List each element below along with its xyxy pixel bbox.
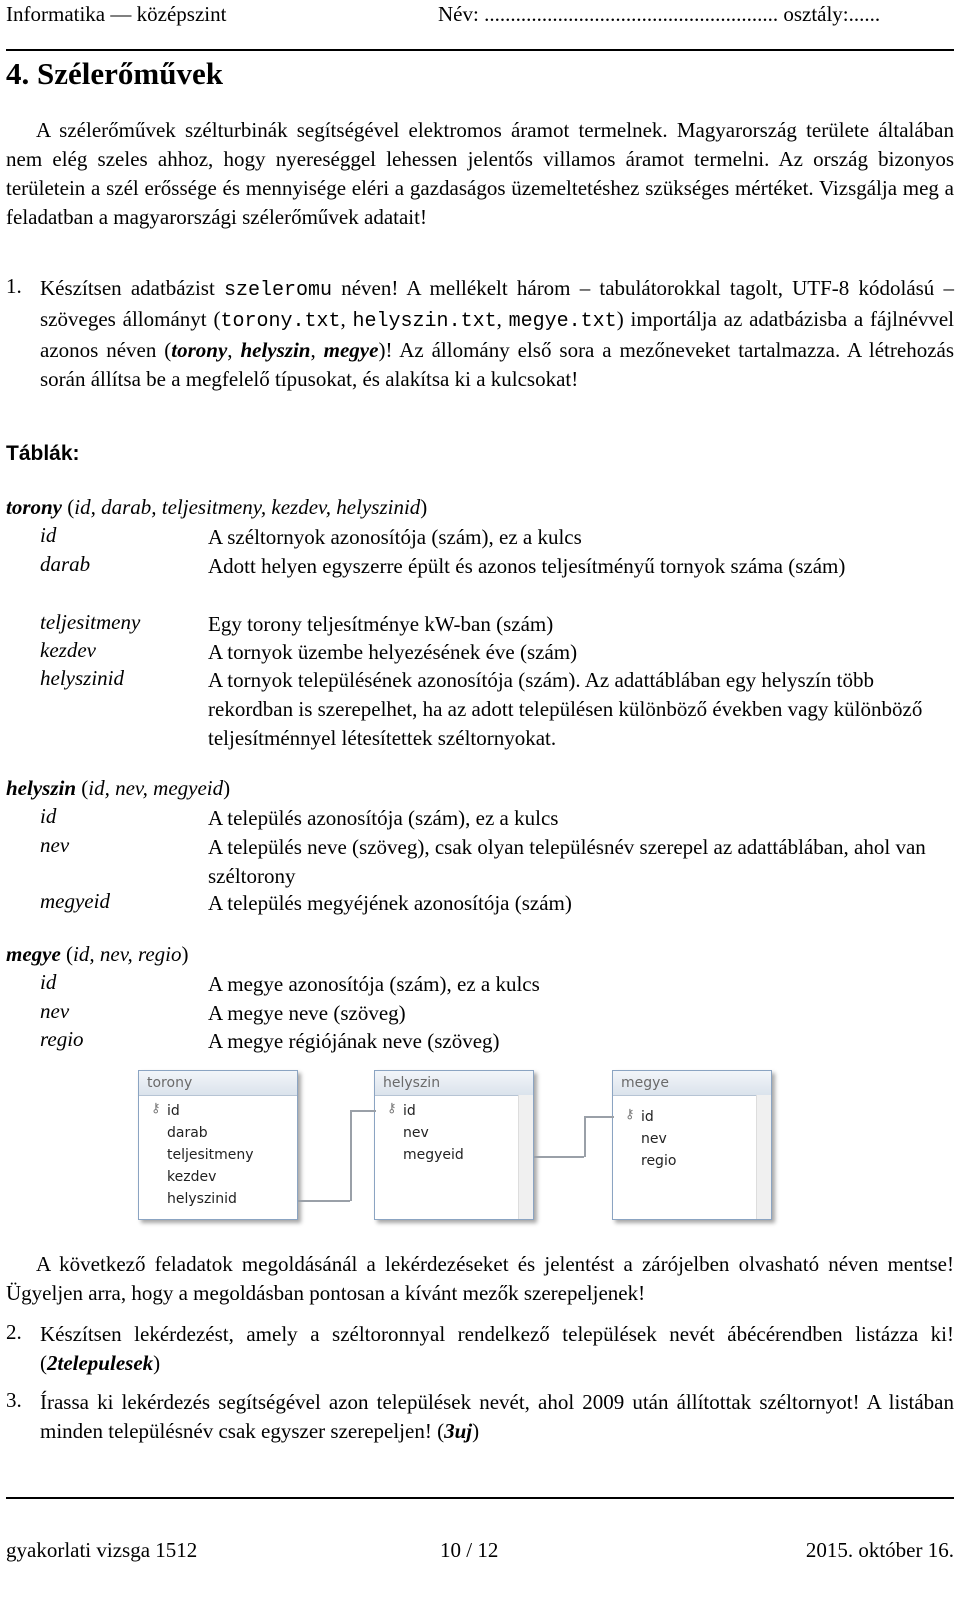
table-megye-ref: megye: [323, 338, 379, 362]
relation-line: [534, 1156, 584, 1158]
field-desc: A megye azonosítója (szám), ez a kulcs: [208, 972, 540, 996]
diagram-field: megyeid: [403, 1147, 464, 1163]
field-desc: A tornyok üzembe helyezésének éve (szám): [208, 640, 578, 664]
table-torony-header: torony (id, darab, teljesitmeny, kezdev, helyszinid): [6, 495, 428, 519]
instructions-paragraph: A következő feladatok megoldásánál a lekérdezéseket és jelentést a zárójelben olvasható néven mentse! Ügyeljen arra, hogy a megoldásban pontosan a kívánt mezők szerepeljenek!: [6, 1252, 954, 1305]
diagram-field: id: [403, 1103, 416, 1119]
tables-heading: Táblák:: [6, 442, 80, 465]
footer-exam: gyakorlati vizsga 1512: [6, 1538, 198, 1562]
footer-page: 10 / 12: [440, 1538, 499, 1562]
diagram-scrollbar: [518, 1095, 533, 1219]
field-name: id: [40, 523, 57, 547]
table-megye-header: megye (id, nev, regio): [6, 942, 189, 966]
diagram-box-title: torony: [139, 1071, 297, 1096]
field-name: id: [40, 970, 57, 994]
field-name: id: [40, 804, 57, 828]
header-subject: Informatika — középszint: [6, 2, 227, 26]
file-torony: torony.txt: [220, 310, 341, 333]
field-desc: A tornyok településének azonosítója (szám). Az adattáblában egy helyszín több rekordban is szerepelhet, ha az adott településen különböző években vagy különböző teljesítménnyel létesítettek széltornyokat.: [208, 668, 923, 750]
field-name: helyszinid: [40, 666, 124, 690]
table-helyszin-ref: helyszin: [240, 338, 311, 362]
file-helyszin: helyszin.txt: [352, 310, 497, 333]
table-helyszin-header: helyszin (id, nev, megyeid): [6, 776, 231, 800]
field-desc: A település neve (szöveg), csak olyan településnév szerepel az adattáblában, ahol van széltorony: [208, 835, 926, 888]
diagram-field: id: [641, 1109, 654, 1125]
key-icon: ⚷: [387, 1101, 397, 1116]
diagram-field: nev: [641, 1131, 667, 1147]
field-name: teljesitmeny: [40, 610, 141, 634]
page-header: [6, 0, 954, 40]
task3-number: 3.: [6, 1388, 22, 1412]
diagram-box-torony: [138, 1070, 298, 1220]
field-name: megyeid: [40, 889, 110, 913]
diagram-box-helyszin: [374, 1070, 534, 1220]
field-name: kezdev: [40, 638, 96, 662]
diagram-box-megye: [612, 1070, 772, 1220]
diagram-box-title: helyszin: [375, 1071, 533, 1096]
diagram-box-title: megye: [613, 1071, 771, 1096]
task2-text: Készítsen lekérdezést, amely a széltoronnyal rendelkező települések nevét ábécérendben listázza ki! (2telepulesek): [40, 1322, 954, 1375]
diagram-field: nev: [403, 1125, 429, 1141]
task1-number: 1.: [6, 274, 22, 298]
footer-date: 2015. október 16.: [805, 1538, 954, 1562]
page-title: 4. Szélerőművek: [6, 56, 223, 91]
diagram-field: id: [167, 1103, 180, 1119]
relation-line: [350, 1110, 352, 1201]
relationship-diagram: [136, 1068, 826, 1224]
key-icon: ⚷: [151, 1101, 161, 1116]
field-desc: A megye neve (szöveg): [208, 1001, 406, 1025]
footer-rule: [6, 1497, 954, 1499]
query-name: 3uj: [444, 1419, 473, 1443]
field-desc: A megye régiójának neve (szöveg): [208, 1029, 500, 1053]
diagram-field: teljesitmeny: [167, 1147, 254, 1163]
file-megye: megye.txt: [508, 310, 617, 333]
diagram-field: darab: [167, 1125, 208, 1141]
relation-line: [584, 1116, 586, 1157]
field-desc: A település megyéjének azonosítója (szám): [208, 891, 572, 915]
diagram-field: helyszinid: [167, 1191, 237, 1207]
header-name-class: Név: ........................................................ osztály:......: [438, 2, 881, 26]
query-name: 2telepulesek: [47, 1351, 154, 1375]
relation-line: [584, 1116, 614, 1118]
table-torony-ref: torony: [171, 338, 228, 362]
diagram-field: kezdev: [167, 1169, 217, 1185]
field-desc: A település azonosítója (szám), ez a kulcs: [208, 806, 559, 830]
relation-line: [350, 1110, 376, 1112]
task3-text: Írassa ki lekérdezés segítségével azon települések nevét, ahol 2009 után állítottak széltornyot! A listában minden településnév csak egyszer szerepeljen! (3uj): [40, 1390, 954, 1443]
db-name: szeleromu: [223, 279, 333, 302]
key-icon: ⚷: [625, 1107, 635, 1122]
diagram-field: regio: [641, 1153, 677, 1169]
field-name: nev: [40, 833, 70, 857]
field-desc: Adott helyen egyszerre épült és azonos teljesítményű tornyok száma (szám): [208, 554, 846, 578]
intro-paragraph: A szélerőművek szélturbinák segítségével elektromos áramot termelnek. Magyarország területe általában nem elég szeles ahhoz, hogy nyereséggel lehessen jelentős villamos áramot termelni. Az ország bizonyos területein a szél erőssége és mennyisége eléri a gazdaságos üzemeltetéshez szükséges mértéket. Vizsgálja meg a feladatban a magyarországi szélerőművek adatait!: [6, 118, 954, 229]
field-name: nev: [40, 999, 70, 1023]
field-desc: Egy torony teljesítménye kW-ban (szám): [208, 612, 554, 636]
header-rule: [6, 49, 954, 51]
field-name: regio: [40, 1027, 84, 1051]
relation-line: [298, 1200, 350, 1202]
diagram-scrollbar: [756, 1095, 771, 1219]
field-name: darab: [40, 552, 91, 576]
task1-text: Készítsen adatbázist szeleromu néven! A mellékelt három – tabulátorokkal tagolt, UTF-8 kódolású – szöveges állományt (torony.txt, helyszin.txt, megye.txt) importálja az adatbázisba a fájlnévvel azonos néven (torony, helyszin, megye)! Az állomány első sora a mezőneveket tartalmazza. A létrehozás során állítsa be a megfelelő típusokat, és alakítsa ki a kulcsokat!: [40, 276, 955, 391]
task2-number: 2.: [6, 1320, 22, 1344]
field-desc: A széltornyok azonosítója (szám), ez a kulcs: [208, 525, 582, 549]
